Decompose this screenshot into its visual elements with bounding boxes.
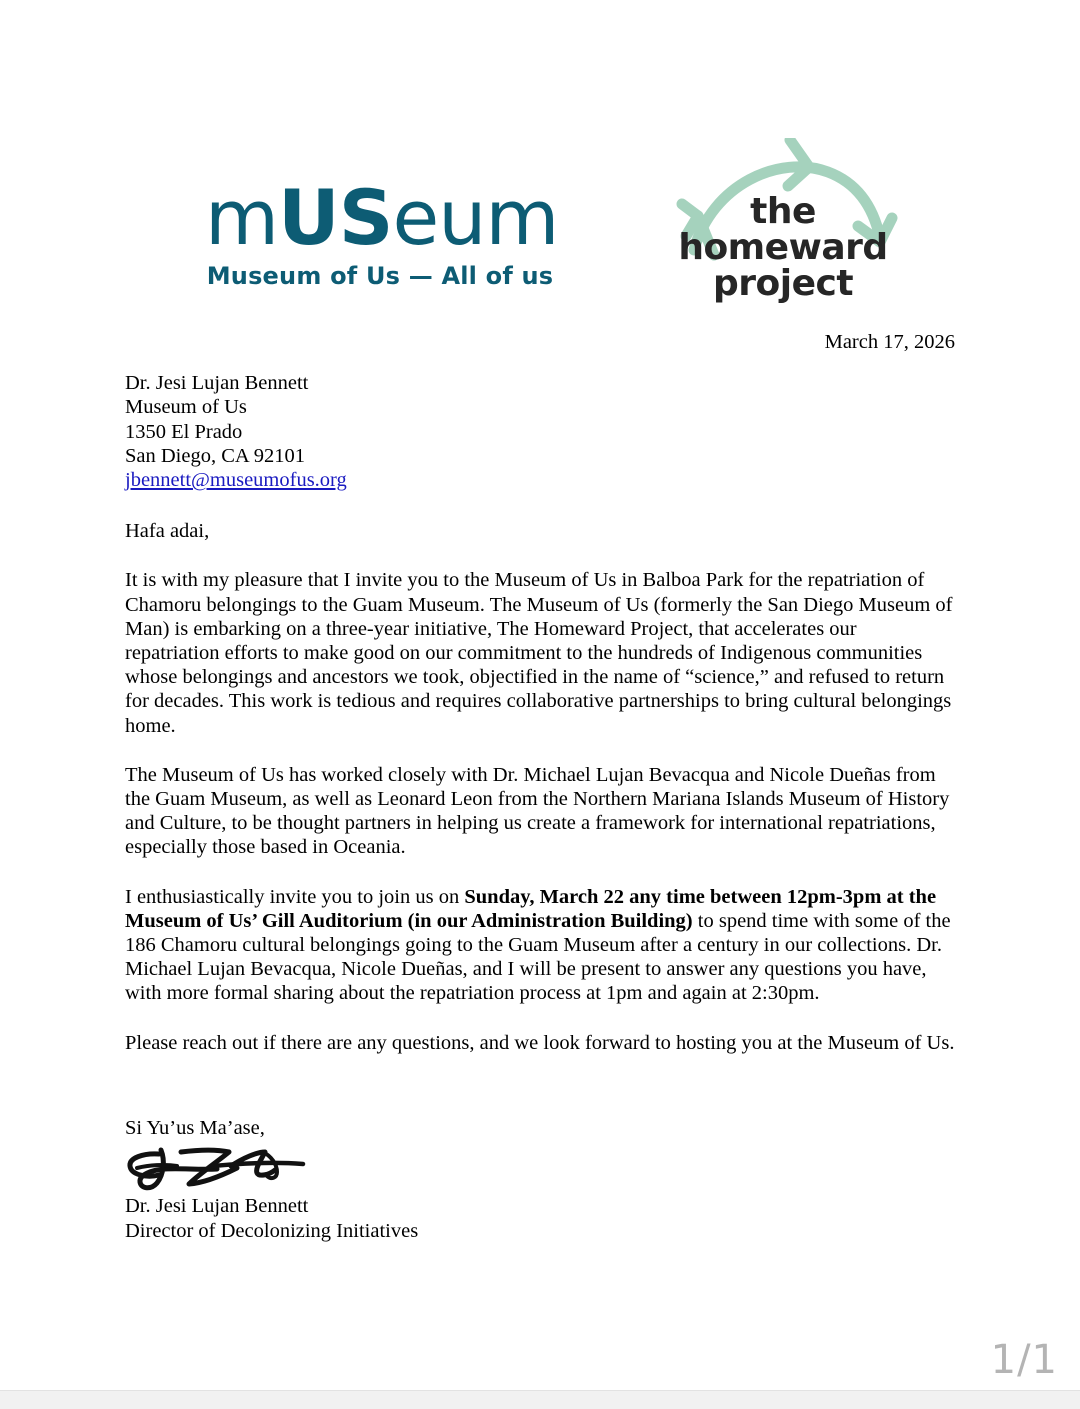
paragraph-3-pre: I enthusiastically invite you to join us on (125, 885, 465, 908)
signature-block (125, 1194, 955, 1244)
viewer-gutter (0, 1390, 1080, 1409)
page-indicator: 1/1 (990, 1337, 1058, 1383)
closing-salutation: Si Yu’us Ma’ase, (125, 1116, 265, 1139)
homeward-line-the: the (750, 191, 816, 232)
signer-name: Dr. Jesi Lujan Bennett (125, 1195, 309, 1218)
museum-wordmark-part1: m (205, 173, 279, 262)
museum-wordmark-bold: US (278, 173, 393, 262)
paragraph-3 (125, 885, 955, 1006)
salutation: Hafa adai, (125, 520, 210, 543)
letterhead (0, 0, 1080, 320)
museum-of-us-logo (205, 173, 559, 291)
recipient-address-block (125, 371, 955, 492)
letter-date: March 17, 2026 (824, 331, 955, 353)
recipient-city-state-zip: San Diego, CA 92101 (125, 444, 305, 467)
recipient-organization: Museum of Us (125, 396, 247, 419)
museum-wordmark-part3: eum (392, 173, 559, 262)
paragraph-2: The Museum of Us has worked closely with Dr. Michael Lujan Bevacqua and Nicole Dueñas from the Guam Museum, as well as Leonard Leon from the Northern Mariana Islands Museum of History and Culture, to be thought partners in helping us create a framework for international repatriations, especially those based in Oceania. (125, 763, 950, 859)
recipient-email-link[interactable]: jbennett@museumofus.org (125, 469, 347, 492)
paragraph-1: It is with my pleasure that I invite you to the Museum of Us in Balboa Park for the repatriation of Chamoru belongings to the Guam Museum. The Museum of Us (formerly the San Diego Museum of Man) is embarking on a three-year initiative, The Homeward Project, that accelerates our repatriation efforts to make good on our commitment to the hundreds of Indigenous communities whose belongings and ancestors we took, objectified in the name of “science,” and refused to return for decades. This work is tedious and requires collaborative partnerships to bring cultural belongings home. (125, 569, 953, 737)
paragraph-3-post: to spend time with some of the 186 Chamoru cultural belongings going to the Guam Museum after a century in our collections. Dr. Michael Lujan Bevacqua, Nicole Dueñas, and I will be present to answer any questions you have, with more formal sharing about the repatriation process at 1pm and again at 2:30pm. (125, 909, 951, 1005)
museum-tagline: Museum of Us — All of us (206, 262, 554, 291)
signer-title: Director of Decolonizing Initiatives (125, 1220, 419, 1243)
museum-wordmark (205, 173, 559, 262)
homeward-project-logo (668, 138, 898, 308)
recipient-street: 1350 El Prado (125, 420, 243, 443)
homeward-line-homeward: homeward (678, 227, 888, 268)
letter-body (125, 330, 955, 1244)
homeward-project-wordmark (668, 191, 898, 304)
homeward-line-project: project (712, 263, 854, 304)
paragraph-3-bold-event-details: Sunday, March 22 any time between 12pm-3pm at the Museum of Us’ Gill Auditorium (in our Administration Building) (125, 885, 937, 932)
paragraph-4: Please reach out if there are any questions, and we look forward to hosting you at the Museum of Us. (125, 1031, 955, 1054)
recipient-name: Dr. Jesi Lujan Bennett (125, 372, 309, 395)
handwritten-signature (125, 1144, 955, 1194)
signature-icon (125, 1144, 325, 1196)
